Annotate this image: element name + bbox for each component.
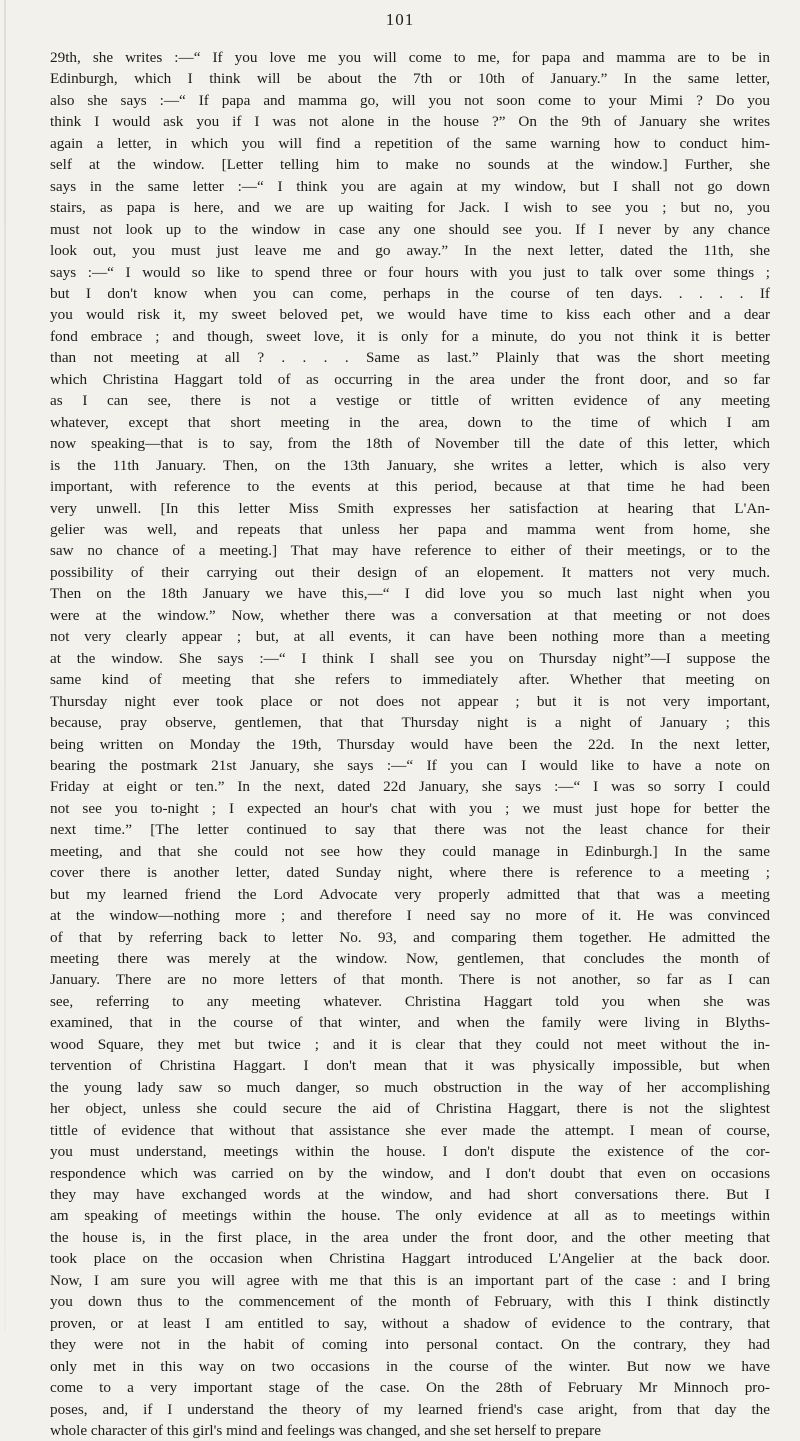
text-line: wood Square, they met but twice ; and it is clear that they could not meet without the in- bbox=[50, 1035, 770, 1053]
text-line: they may have exchanged words at the window, and had short conversations there. But I bbox=[50, 1186, 770, 1204]
text-line: you would risk it, my sweet beloved pet, we would have time to kiss each other and a dear bbox=[50, 306, 770, 324]
text-line: is the 11th January. Then, on the 13th January, she writes a letter, which is also very bbox=[50, 456, 770, 474]
text-line: same kind of meeting that she refers to immediately after. Whether that meeting on bbox=[50, 671, 770, 689]
text-line: meeting, and that she could not see how they could manage in Edinburgh.] In the same bbox=[50, 842, 770, 860]
text-line: saw no chance of a meeting.] That may have reference to either of their meetings, or to the bbox=[50, 542, 770, 560]
text-line: January. There are no more letters of that month. There is not another, so far as I can bbox=[50, 971, 770, 989]
text-line: bearing the postmark 21st January, she says :—“ If you can I would like to have a note on bbox=[50, 756, 770, 774]
page-number: 101 bbox=[385, 10, 415, 29]
text-line: whatever, except that short meeting in the area, down to the time of which I am bbox=[50, 413, 770, 431]
text-line: not very clearly appear ; but, at all events, it can have been nothing more than a meeting bbox=[50, 628, 770, 646]
text-line: again a letter, in which you will find a repetition of the same warning how to conduct him- bbox=[50, 134, 770, 152]
text-line: than not meeting at all ? . . . . Same as last.” Plainly that was the short meeting bbox=[50, 349, 770, 367]
text-line: fond embrace ; and though, sweet love, it is only for a minute, do you not think it is better bbox=[50, 327, 770, 345]
text-line: meeting there was merely at the window. Now, gentlemen, that concludes the month of bbox=[50, 950, 770, 968]
text-line: am speaking of meetings within the house. The only evidence at all as to meetings within bbox=[50, 1207, 770, 1225]
text-line: of that by referring back to letter No. 93, and comparing them together. He admitted the bbox=[50, 928, 770, 946]
text-line: cover there is another letter, dated Sunday night, where there is reference to a meeting ; bbox=[50, 864, 770, 882]
text-line: come to a very important stage of the case. On the 28th of February Mr Minnoch pro- bbox=[50, 1379, 770, 1397]
text-line: at the window. She says :—“ I think I shall see you on Thursday night”—I suppose the bbox=[50, 649, 770, 667]
text-line: being written on Monday the 19th, Thursday would have been the 22d. In the next letter, bbox=[50, 735, 770, 753]
text-line: says in the same letter :—“ I think you are again at my window, but I shall not go down bbox=[50, 177, 770, 195]
text-line: examined, that in the course of that winter, and when the family were living in Blyths- bbox=[50, 1014, 770, 1032]
text-line: took place on the occasion when Christina Haggart introduced L'Angelier at the back door. bbox=[50, 1250, 770, 1268]
text-line: gelier was well, and repeats that unless her papa and mamma went from home, she bbox=[50, 520, 770, 538]
text-line: must not look up to the window in case any one should see you. If I never by any chance bbox=[50, 220, 770, 238]
text-line: very unwell. [In this letter Miss Smith expresses her satisfaction at hearing that L'An- bbox=[50, 499, 770, 517]
text-line: as I can see, there is not a vestige or tittle of written evidence of any meeting bbox=[50, 392, 770, 410]
body-text bbox=[50, 47, 770, 1441]
text-line: but my learned friend the Lord Advocate very properly admitted that that was a meeting bbox=[50, 885, 770, 903]
text-line: at the window—nothing more ; and therefore I need say no more of it. He was convinced bbox=[50, 907, 770, 925]
text-line: poses, and, if I understand the theory of my learned friend's case aright, from that day the bbox=[50, 1400, 770, 1418]
text-line: not see you to-night ; I expected an hour's chat with you ; we must just hope for better the bbox=[50, 799, 770, 817]
text-line: 29th, she writes :—“ If you love me you will come to me, for papa and mamma are to be in bbox=[50, 49, 770, 66]
text-line: also she says :—“ If papa and mamma go, will you not soon come to your Mimi ? Do you bbox=[50, 91, 770, 109]
text-line: next time.” [The letter continued to say that there was not the least chance for their bbox=[50, 821, 770, 839]
text-line: Thursday night ever took place or not does not appear ; but it is not very important, bbox=[50, 692, 770, 710]
text-line: now speaking—that is to say, from the 18th of November till the date of this letter, which bbox=[50, 435, 770, 453]
text-line: which Christina Haggart told of as occurring in the area under the front door, and so far bbox=[50, 370, 770, 388]
text-line: see, referring to any meeting whatever. Christina Haggart told you when she was bbox=[50, 992, 770, 1010]
text-line: you must understand, meetings within the house. I don't dispute the existence of the cor- bbox=[50, 1143, 770, 1161]
text-line: but I don't know when you can come, perhaps in the course of ten days. . . . . If bbox=[50, 284, 770, 302]
text-line: her object, unless she could secure the aid of Christina Haggart, there is not the slightest bbox=[50, 1100, 770, 1118]
text-line: tervention of Christina Haggart. I don't mean that it was physically impossible, but when bbox=[50, 1057, 770, 1075]
text-line: stairs, as papa is here, and we are up waiting for Jack. I wish to see you ; but no, you bbox=[50, 199, 770, 217]
text-line: important, with reference to the events at this period, because at that time he had been bbox=[50, 478, 770, 496]
text-line: they were not in the habit of coming into personal contact. On the contrary, they had bbox=[50, 1336, 770, 1354]
text-line: Friday at eight or ten.” In the next, dated 22d January, she says :—“ I was so sorry I could bbox=[50, 778, 770, 796]
text-line: the house is, in the first place, in the area under the front door, and the other meeting that bbox=[50, 1228, 770, 1246]
text-line: Now, I am sure you will agree with me that this is an important part of the case : and I bring bbox=[50, 1271, 770, 1289]
text-line: because, pray observe, gentlemen, that that Thursday night is a night of January ; this bbox=[50, 714, 770, 732]
text-line: were at the window.” Now, whether there was a conversation at that meeting or not does bbox=[50, 606, 770, 624]
text-line: Edinburgh, which I think will be about the 7th or 10th of January.” In the same letter, bbox=[50, 70, 770, 88]
text-line: the young lady saw so much danger, so much obstruction in the way of her accomplishing bbox=[50, 1078, 770, 1096]
text-line: self at the window. [Letter telling him to make no sounds at the window.] Further, she bbox=[50, 156, 770, 174]
text-line: respondence which was carried on by the window, and I don't doubt that even on occasions bbox=[50, 1164, 770, 1182]
text-line: says :—“ I would so like to spend three or four hours with you just to talk over some things ; bbox=[50, 263, 770, 281]
text-line: you down thus to the commencement of the month of February, with this I think distinctly bbox=[50, 1293, 770, 1311]
text-line: whole character of this girl's mind and feelings was changed, and she set herself to prepare bbox=[50, 1422, 601, 1439]
text-line: only met in this way on two occasions in the course of the winter. But now we have bbox=[50, 1357, 770, 1375]
page-edge-shadow bbox=[4, 0, 6, 1331]
text-line: Then on the 18th January we have this,—“ I did love you so much last night when you bbox=[50, 585, 770, 603]
text-line: possibility of their carrying out their design of an elopement. It matters not very much. bbox=[50, 563, 770, 581]
text-line: proven, or at least I am entitled to say, without a shadow of evidence to the contrary, that bbox=[50, 1314, 770, 1332]
text-line: think I would ask you if I was not alone in the house ?” On the 9th of January she writes bbox=[50, 113, 770, 131]
text-line: look out, you must just leave me and go away.” In the next letter, dated the 11th, she bbox=[50, 242, 770, 260]
text-line: tittle of evidence that without that assistance she ever made the attempt. I mean of course, bbox=[50, 1121, 770, 1139]
